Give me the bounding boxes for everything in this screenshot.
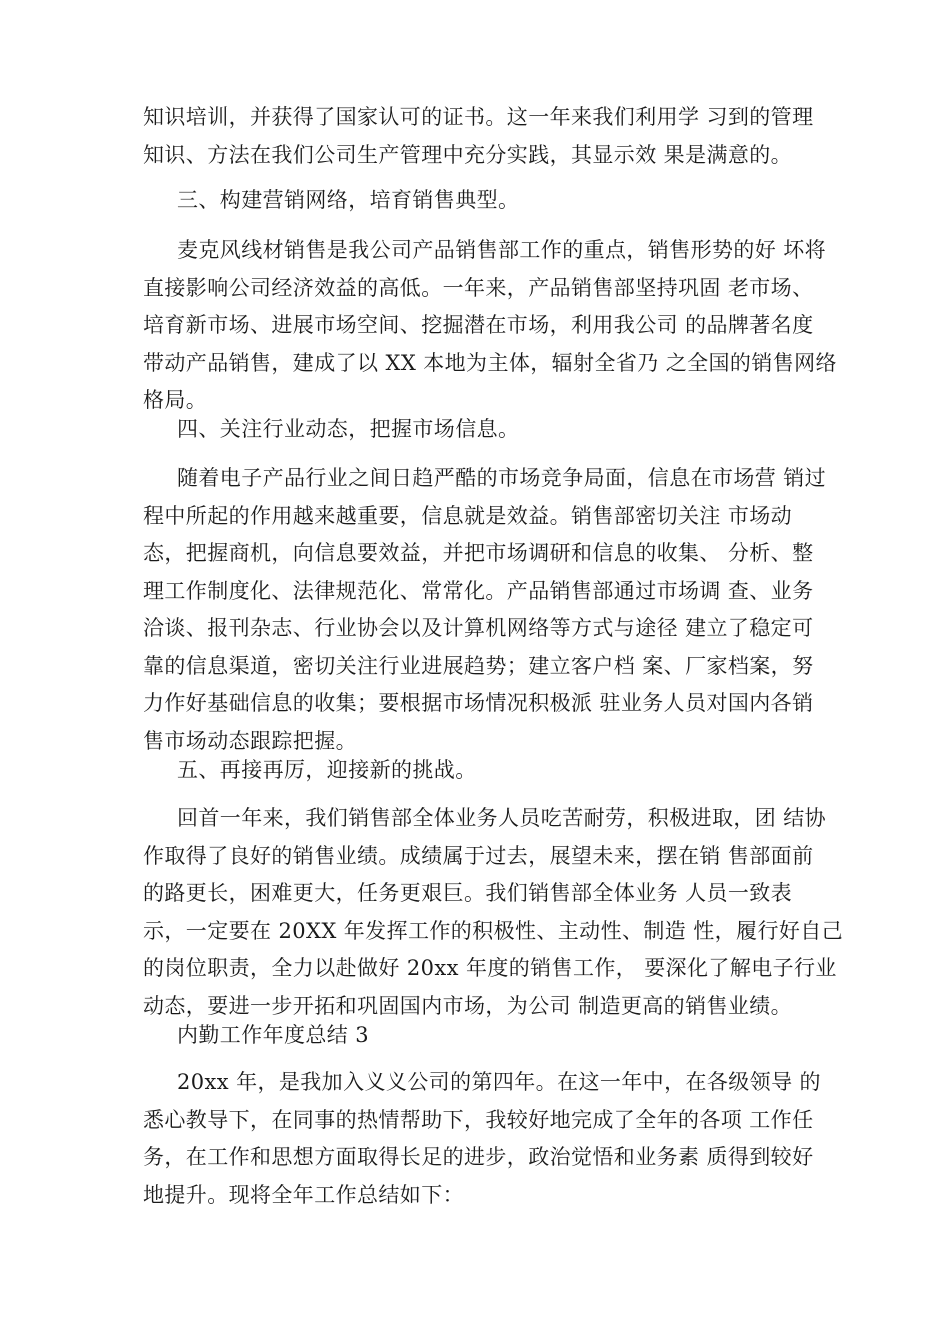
- text-line: 态，把握商机，向信息要效益，并把市场调研和信息的收集、 分析、整: [143, 541, 814, 565]
- title-heading: 内勤工作年度总结 3: [177, 1023, 370, 1047]
- text-line: 作取得了良好的销售业绩。成绩属于过去，展望未来，摆在销 售部面前: [143, 843, 814, 868]
- section-heading: 四、关注行业动态，把握市场信息。: [177, 417, 520, 441]
- text-line: 的路更长，困难更大，任务更艰巨。我们销售部全体业务 人员一致表: [143, 881, 793, 905]
- paragraph-marketing-network: [143, 232, 837, 420]
- text-line: 知识、方法在我们公司生产管理中充分实践，其显示效 果是满意的。: [143, 142, 793, 167]
- text-line: 直接影响公司经济效益的高低。一年来，产品销售部坚持巩固 老市场、: [143, 275, 814, 300]
- paragraph-new-challenges: [143, 800, 844, 1025]
- heading-section-four: [143, 411, 833, 449]
- text-line: 悉心教导下，在同事的热情帮助下，我较好地完成了全年的各项 工作任: [143, 1107, 814, 1132]
- text-line: 售市场动态跟踪把握。: [143, 728, 357, 753]
- text-line: 的岗位职责，全力以赴做好 20xx 年度的销售工作， 要深化了解电子行业: [143, 956, 837, 980]
- text-line: 麦克风线材销售是我公司产品销售部工作的重点，销售形势的好 坏将: [177, 238, 827, 262]
- text-line: 洽谈、报刊杂志、行业协会以及计算机网络等方式与途径 建立了稳定可: [143, 616, 814, 640]
- section-heading: 三、构建营销网络，培育销售典型。: [177, 188, 520, 212]
- heading-section-five: [143, 752, 833, 790]
- text-line: 理工作制度化、法律规范化、常常化。产品销售部通过市场调 查、业务: [143, 578, 814, 603]
- paragraph-annual-summary: [143, 1064, 833, 1214]
- section-heading: 五、再接再厉，迎接新的挑战。: [177, 758, 477, 782]
- text-line: 知识培训，并获得了国家认可的证书。这一年来我们利用学 习到的管理: [143, 105, 814, 129]
- text-line: 地提升。现将全年工作总结如下：: [143, 1182, 464, 1207]
- document-title-3: [143, 1017, 833, 1055]
- text-line: 力作好基础信息的收集；要根据市场情况积极派 驻业务人员对国内各销: [143, 691, 814, 715]
- text-line: 格局。: [143, 388, 208, 412]
- text-line: 动态，要进一步开拓和巩固国内市场，为公司 制造更高的销售业绩。: [143, 993, 793, 1018]
- text-line: 程中所起的作用越来越重要，信息就是效益。销售部密切关注 市场动: [143, 503, 793, 528]
- text-line: 随着电子产品行业之间日趋严酷的市场竞争局面，信息在市场营 销过: [177, 466, 827, 490]
- text-line: 务，在工作和思想方面取得长足的进步，政治觉悟和业务素 质得到较好: [143, 1145, 814, 1169]
- text-line: 带动产品销售，建成了以 XX 本地为主体，辐射全省乃 之全国的销售网络: [143, 350, 837, 375]
- text-line: 培育新市场、进展市场空间、挖掘潜在市场，利用我公司 的品牌著名度: [143, 313, 814, 337]
- text-line: 示，一定要在 20XX 年发挥工作的积极性、主动性、制造 性，履行好自己: [143, 918, 844, 943]
- paragraph-training: [143, 99, 833, 174]
- text-line: 20xx 年，是我加入义义公司的第四年。在这一年中，在各级领导 的: [177, 1070, 821, 1094]
- paragraph-market-information: [143, 460, 833, 760]
- heading-section-three: [143, 182, 833, 220]
- text-line: 靠的信息渠道，密切关注行业进展趋势；建立客户档 案、厂家档案，努: [143, 653, 814, 678]
- text-line: 回首一年来，我们销售部全体业务人员吃苦耐劳，积极进取，团 结协: [177, 806, 827, 830]
